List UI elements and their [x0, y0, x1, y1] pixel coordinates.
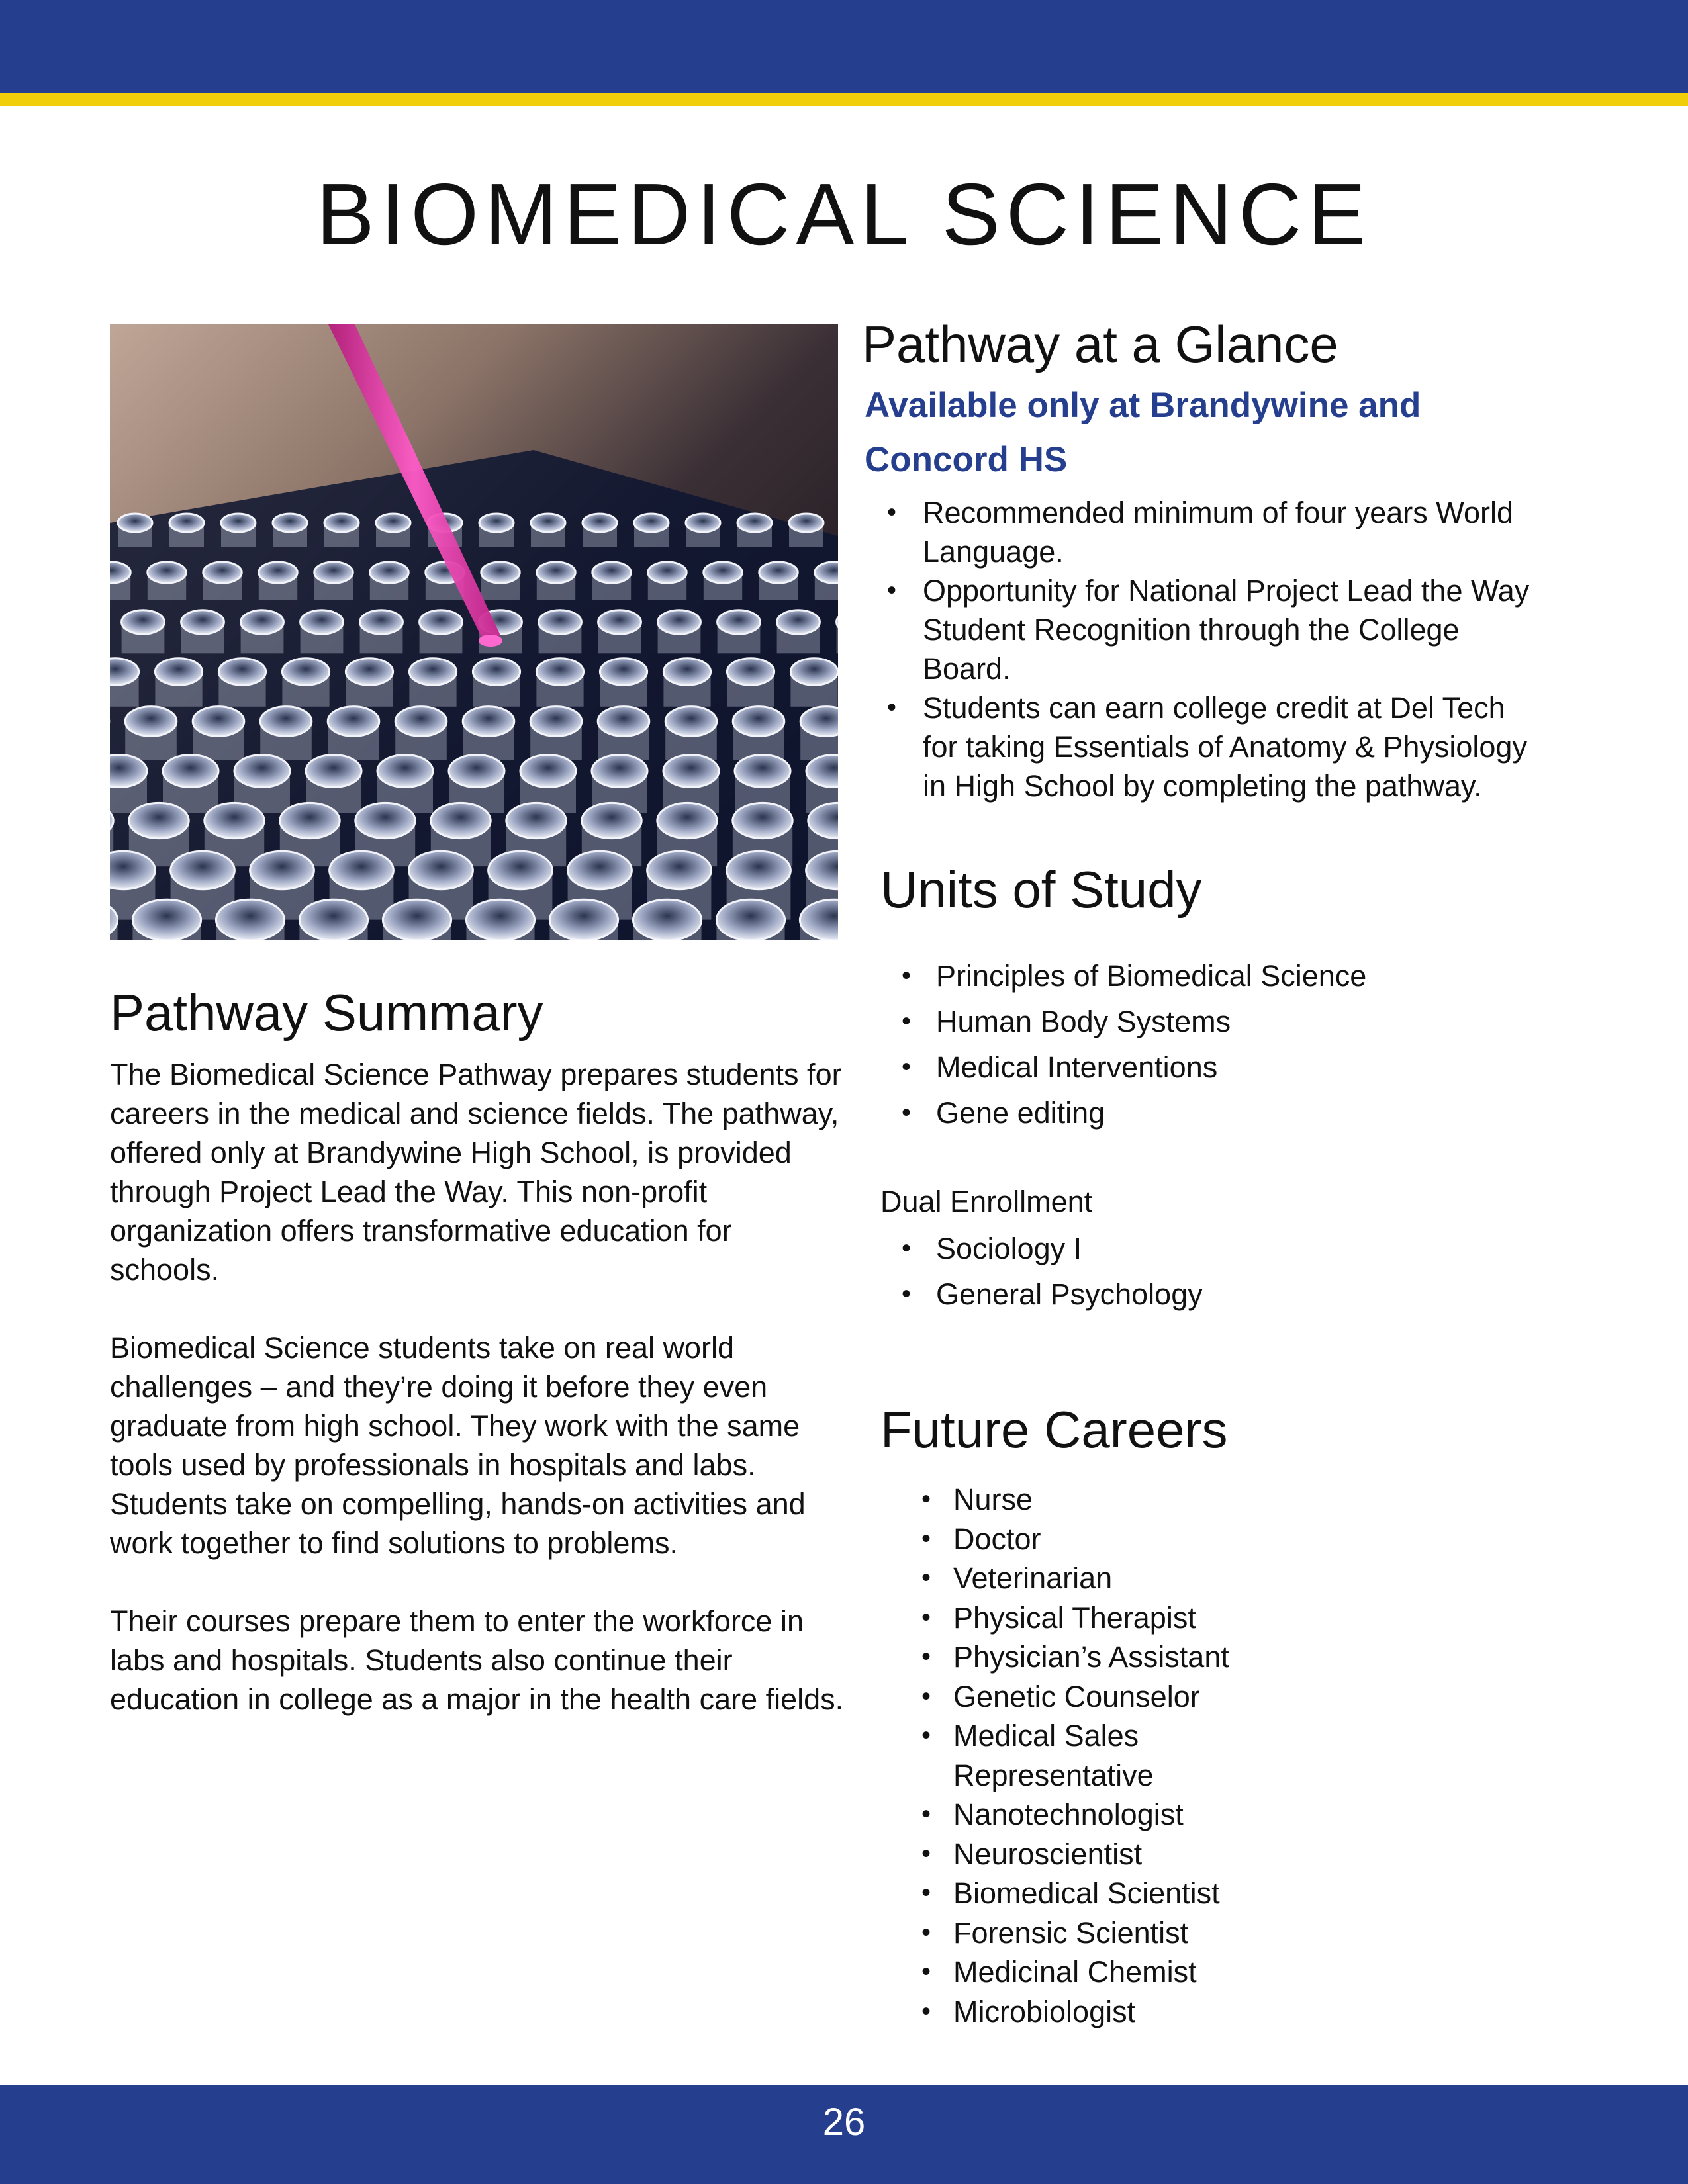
glance-list: [879, 493, 1541, 805]
list-item: • Biomedical Scientist: [912, 1874, 1309, 1913]
availability-note: Available only at Brandywine and Concord HS: [865, 386, 1421, 479]
summary-heading: Pathway Summary: [110, 983, 543, 1042]
list-item: • Microbiologist: [912, 1992, 1309, 2032]
list-item: • Medical Interventions: [894, 1044, 1556, 1090]
list-item: • Students can earn college credit at Del Tech for taking Essentials of Anatomy & Physiology in High School by completing the pathway.: [879, 688, 1541, 805]
careers-list: [912, 1480, 1309, 2031]
list-item: • Nanotechnologist: [912, 1795, 1309, 1835]
lab-photo: [110, 324, 838, 940]
list-item: • Recommended minimum of four years World Language.: [879, 493, 1541, 571]
list-item: • Human Body Systems: [894, 999, 1556, 1044]
list-item: • Veterinarian: [912, 1559, 1309, 1598]
glance-heading: Pathway at a Glance: [862, 315, 1338, 373]
list-item: • Principles of Biomedical Science: [894, 953, 1556, 999]
page-title: BIOMEDICAL SCIENCE: [316, 165, 1372, 263]
units-heading: Units of Study: [880, 860, 1202, 919]
dual-enrollment-label: Dual Enrollment: [880, 1185, 1093, 1218]
summary-paragraph: Their courses prepare them to enter the workforce in labs and hospitals. Students also continue their education in college as a major in the health care fields.: [110, 1604, 844, 1716]
list-item: • Physician’s Assistant: [912, 1637, 1309, 1677]
list-item: • Physical Therapist: [912, 1598, 1309, 1638]
list-item: • Sociology I: [894, 1226, 1556, 1271]
page-number: 26: [822, 2101, 866, 2144]
list-item: • Nurse: [912, 1480, 1309, 1520]
summary-paragraph: The Biomedical Science Pathway prepares students for careers in the medical and science fields. The pathway, offered only at Brandywine High School, is provided through Project Lead the Way. This non-profit organization offers transformative education for schools.: [110, 1057, 842, 1287]
list-item: • Medical Sales Representative: [912, 1716, 1309, 1795]
header-stripe: [0, 93, 1688, 106]
list-item: • Doctor: [912, 1520, 1309, 1559]
summary-section: [110, 985, 845, 1758]
list-item: • Medicinal Chemist: [912, 1952, 1309, 1992]
careers-heading: Future Careers: [880, 1400, 1228, 1459]
summary-paragraph: Biomedical Science students take on real world challenges – and they’re doing it before they even graduate from high school. They work with the same tools used by professionals in hospitals and labs. Students take on compelling, hands-on activities and work together to find solutions to problems.: [110, 1330, 806, 1560]
list-item: • General Psychology: [894, 1271, 1556, 1317]
dual-enrollment-list: [894, 1226, 1556, 1317]
list-item: • Forensic Scientist: [912, 1913, 1309, 1953]
list-item: • Opportunity for National Project Lead the Way Student Recognition through the College Board.: [879, 571, 1541, 688]
units-list: [894, 953, 1556, 1136]
list-item: • Genetic Counselor: [912, 1677, 1309, 1717]
list-item: • Gene editing: [894, 1090, 1556, 1136]
list-item: • Neuroscientist: [912, 1835, 1309, 1874]
header-band: [0, 0, 1688, 93]
